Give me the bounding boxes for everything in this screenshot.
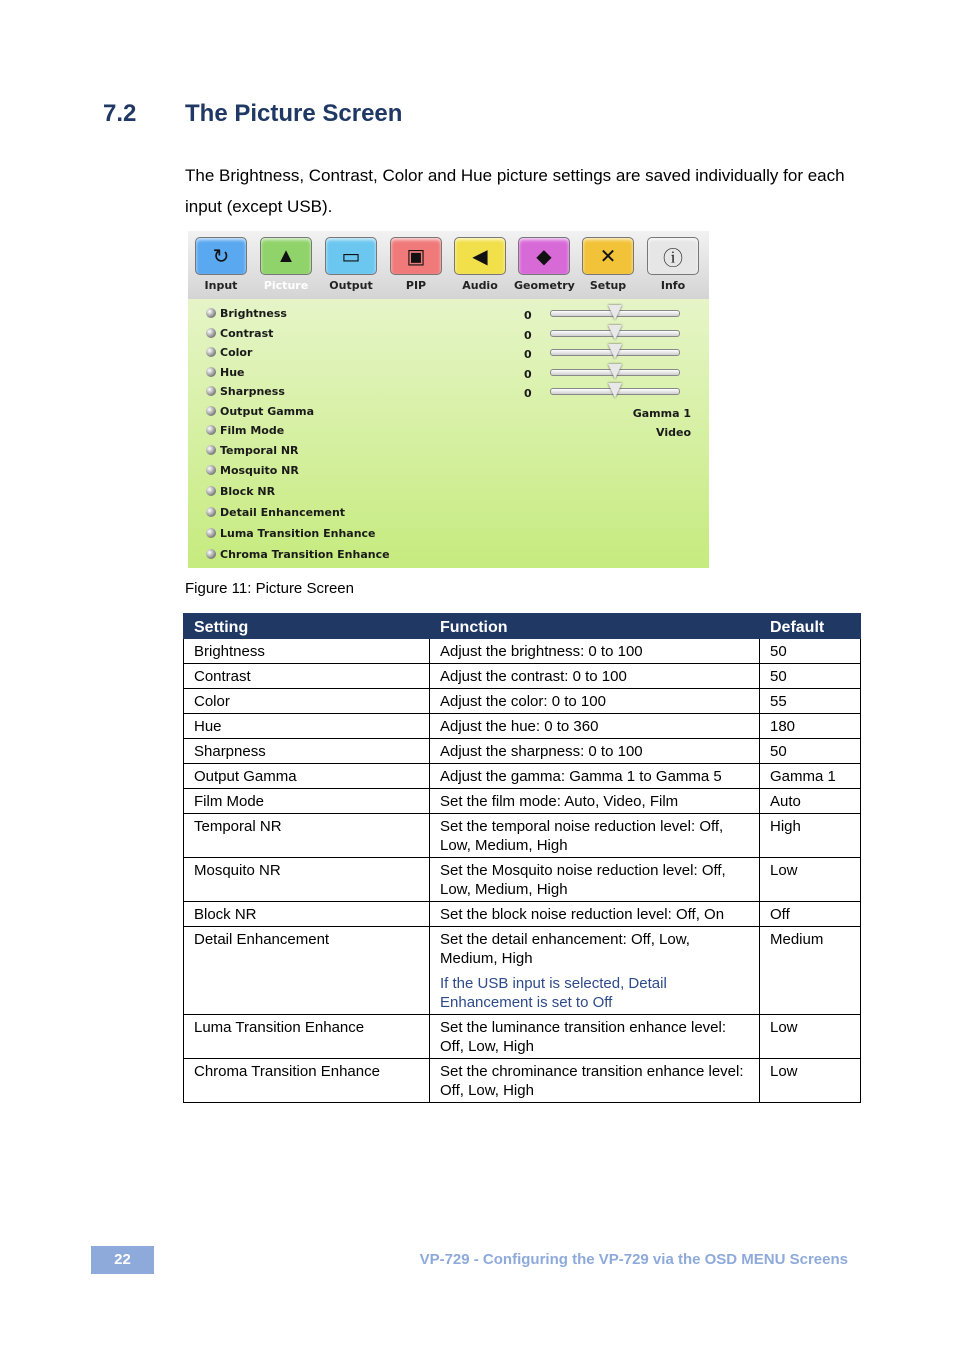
output-icon: ▭ xyxy=(325,237,377,275)
tab-label: Output xyxy=(329,279,373,292)
osd-menu-item[interactable] xyxy=(206,527,376,540)
osd-menu-item[interactable] xyxy=(206,405,314,418)
bullet-icon xyxy=(206,549,216,559)
cell-default xyxy=(760,714,861,739)
cell-text: Set the chrominance transition enhance level: Off, Low, High xyxy=(440,1063,744,1099)
cell-text: Block NR xyxy=(194,906,257,923)
cell-text: Luma Transition Enhance xyxy=(194,1019,365,1036)
cell-setting xyxy=(184,639,430,664)
cell-text: Low xyxy=(770,1063,798,1080)
tab-label: Setup xyxy=(589,279,627,292)
cell-function xyxy=(430,689,760,714)
cell-setting xyxy=(184,714,430,739)
bullet-icon xyxy=(206,486,216,496)
cell-default xyxy=(760,814,861,858)
cell-text: 180 xyxy=(770,718,796,735)
bullet-icon xyxy=(206,507,216,517)
section-number: 7.2 xyxy=(103,100,137,127)
geometry-icon: ◆ xyxy=(518,237,570,275)
cell-setting xyxy=(184,689,430,714)
cell-text: Set the detail enhancement: Off, Low, Medium, High xyxy=(440,931,690,967)
osd-menu-item-label: Mosquito NR xyxy=(220,464,299,477)
osd-slider-value: 0 xyxy=(524,309,532,322)
cell-text: Medium xyxy=(770,931,824,948)
tab-geometry[interactable] xyxy=(514,237,574,292)
cell-setting xyxy=(184,902,430,927)
cell-default xyxy=(760,1059,861,1103)
osd-tab-bar xyxy=(188,231,709,299)
tab-audio[interactable] xyxy=(450,237,510,292)
cell-setting xyxy=(184,664,430,689)
table-row xyxy=(184,639,861,664)
table-row xyxy=(184,858,861,902)
cell-text: Off xyxy=(770,906,790,923)
cell-setting xyxy=(184,927,430,1015)
setup-icon: ✕ xyxy=(582,237,634,275)
table-row xyxy=(184,902,861,927)
tab-picture[interactable] xyxy=(256,237,316,292)
table-row xyxy=(184,789,861,814)
tab-label: Input xyxy=(204,279,238,292)
slider-knob[interactable] xyxy=(608,325,622,340)
osd-menu-item[interactable] xyxy=(206,307,287,320)
osd-menu-item-label: Brightness xyxy=(220,307,287,320)
cell-function xyxy=(430,739,760,764)
cell-default xyxy=(760,689,861,714)
cell-text: 50 xyxy=(770,668,787,685)
table-header-row xyxy=(184,614,861,639)
cell-text: 50 xyxy=(770,643,787,660)
picture-icon: ▲ xyxy=(260,237,312,275)
osd-menu-item[interactable] xyxy=(206,424,284,437)
section-heading xyxy=(103,100,402,128)
tab-label: PIP xyxy=(405,279,427,292)
cell-setting xyxy=(184,814,430,858)
osd-menu-item-label: Film Mode xyxy=(220,424,285,437)
cell-text: Brightness xyxy=(194,643,265,660)
cell-text: Gamma 1 xyxy=(770,768,836,785)
cell-text: Set the temporal noise reduction level: Off, Low, Medium, High xyxy=(440,818,724,854)
cell-text: Chroma Transition Enhance xyxy=(194,1063,380,1080)
cell-default xyxy=(760,927,861,1015)
tab-output[interactable] xyxy=(321,237,381,292)
cell-text: Contrast xyxy=(194,668,251,685)
table-row xyxy=(184,927,861,1015)
header-setting: Setting xyxy=(184,614,430,639)
cell-text: Set the luminance transition enhance level: Off, Low, High xyxy=(440,1019,727,1055)
tab-label: Picture xyxy=(263,279,309,292)
usb-note: If the USB input is selected, Detail Enhancement is set to Off xyxy=(440,975,667,1011)
osd-menu-item-label: Contrast xyxy=(220,327,274,340)
osd-slider-value: 0 xyxy=(524,368,532,381)
header-function: Function xyxy=(430,614,760,639)
slider-knob[interactable] xyxy=(608,364,622,379)
osd-menu-item-label: Sharpness xyxy=(220,385,285,398)
bullet-icon xyxy=(206,367,216,377)
input-icon: ↻ xyxy=(195,237,247,275)
tab-info[interactable] xyxy=(643,237,703,292)
cell-text: Set the Mosquito noise reduction level: Off, Low, Medium, High xyxy=(440,862,726,898)
bullet-icon xyxy=(206,465,216,475)
osd-slider[interactable] xyxy=(550,310,680,317)
osd-menu-item[interactable] xyxy=(206,346,252,359)
osd-slider-value: 0 xyxy=(524,348,532,361)
cell-setting xyxy=(184,858,430,902)
header-default: Default xyxy=(760,614,861,639)
cell-text: Adjust the brightness: 0 to 100 xyxy=(440,643,643,660)
cell-setting xyxy=(184,1015,430,1059)
section-title: The Picture Screen xyxy=(185,100,403,127)
cell-text: Low xyxy=(770,1019,798,1036)
osd-menu-item[interactable] xyxy=(206,548,390,561)
osd-menu-item-label: Block NR xyxy=(220,485,276,498)
tab-input[interactable] xyxy=(191,237,251,292)
slider-knob[interactable] xyxy=(608,383,622,398)
osd-menu-item[interactable] xyxy=(206,327,273,340)
cell-default xyxy=(760,858,861,902)
table-row xyxy=(184,1059,861,1103)
cell-text: Adjust the color: 0 to 100 xyxy=(440,693,606,710)
cell-default xyxy=(760,664,861,689)
cell-default xyxy=(760,639,861,664)
page-number: 22 xyxy=(91,1246,154,1274)
osd-menu-item-label: Chroma Transition Enhance xyxy=(220,548,390,561)
cell-default xyxy=(760,789,861,814)
settings-table xyxy=(183,613,861,1103)
cell-setting xyxy=(184,1059,430,1103)
table-row xyxy=(184,739,861,764)
cell-function xyxy=(430,927,760,1015)
osd-menu-item-label: Luma Transition Enhance xyxy=(220,527,376,540)
cell-default xyxy=(760,739,861,764)
cell-function xyxy=(430,639,760,664)
bullet-icon xyxy=(206,386,216,396)
osd-menu-item-label: Detail Enhancement xyxy=(220,506,346,519)
cell-setting xyxy=(184,764,430,789)
cell-function xyxy=(430,1015,760,1059)
cell-text: Temporal NR xyxy=(194,818,282,835)
cell-text: Set the film mode: Auto, Video, Film xyxy=(440,793,679,810)
cell-setting xyxy=(184,789,430,814)
cell-text: Adjust the gamma: Gamma 1 to Gamma 5 xyxy=(440,768,722,785)
cell-text: 50 xyxy=(770,743,787,760)
cell-text: Sharpness xyxy=(194,743,266,760)
cell-setting xyxy=(184,739,430,764)
info-icon: ⓘ xyxy=(647,237,699,275)
tab-label: Info xyxy=(660,279,686,292)
bullet-icon xyxy=(206,328,216,338)
cell-function xyxy=(430,858,760,902)
osd-menu-item[interactable] xyxy=(206,444,299,457)
cell-text: Set the block noise reduction level: Off, On xyxy=(440,906,725,923)
osd-slider-value: 0 xyxy=(524,329,532,342)
cell-text: Mosquito NR xyxy=(194,862,281,879)
table-row xyxy=(184,689,861,714)
tab-pip[interactable] xyxy=(386,237,446,292)
cell-function xyxy=(430,714,760,739)
slider-knob[interactable] xyxy=(608,344,622,359)
cell-text: High xyxy=(770,818,801,835)
cell-text: Adjust the contrast: 0 to 100 xyxy=(440,668,627,685)
cell-text: Auto xyxy=(770,793,801,810)
table-row xyxy=(184,664,861,689)
bullet-icon xyxy=(206,406,216,416)
cell-text: Color xyxy=(194,693,230,710)
cell-text: Output Gamma xyxy=(194,768,297,785)
intro-paragraph: The Brightness, Contrast, Color and Hue picture settings are saved individually for each input (except USB). xyxy=(185,166,845,216)
osd-menu-item[interactable] xyxy=(206,366,245,379)
cell-text: Hue xyxy=(194,718,222,735)
tab-setup[interactable] xyxy=(578,237,638,292)
bullet-icon xyxy=(206,528,216,538)
cell-default xyxy=(760,902,861,927)
osd-menu-item[interactable] xyxy=(206,485,275,498)
osd-slider[interactable] xyxy=(550,330,680,337)
audio-icon: ◀ xyxy=(454,237,506,275)
bullet-icon xyxy=(206,308,216,318)
cell-text: Film Mode xyxy=(194,793,265,810)
footer-title: VP-729 - Configuring the VP-729 via the OSD MENU Screens xyxy=(419,1251,848,1268)
osd-menu-item-label: Output Gamma xyxy=(220,405,315,418)
slider-knob[interactable] xyxy=(608,305,622,320)
cell-function xyxy=(430,1059,760,1103)
table-row xyxy=(184,764,861,789)
picture-screen-osd xyxy=(188,231,709,568)
osd-slider-value: 0 xyxy=(524,387,532,400)
osd-menu-item[interactable] xyxy=(206,506,345,519)
cell-function xyxy=(430,764,760,789)
osd-slider[interactable] xyxy=(550,388,680,395)
cell-default xyxy=(760,1015,861,1059)
cell-function xyxy=(430,902,760,927)
osd-menu-item-label: Hue xyxy=(220,366,245,379)
pip-icon: ▣ xyxy=(390,237,442,275)
osd-text-value: Video xyxy=(656,426,691,439)
osd-menu-item-label: Color xyxy=(220,346,253,359)
tab-label: Geometry xyxy=(514,279,575,292)
table-row xyxy=(184,714,861,739)
table-row xyxy=(184,814,861,858)
figure-caption: Figure 11: Picture Screen xyxy=(185,580,354,597)
cell-text: 55 xyxy=(770,693,787,710)
table-row xyxy=(184,1015,861,1059)
cell-function xyxy=(430,789,760,814)
bullet-icon xyxy=(206,445,216,455)
cell-text: Adjust the hue: 0 to 360 xyxy=(440,718,599,735)
bullet-icon xyxy=(206,347,216,357)
cell-function xyxy=(430,664,760,689)
osd-text-value: Gamma 1 xyxy=(632,407,691,420)
cell-text: Adjust the sharpness: 0 to 100 xyxy=(440,743,643,760)
osd-slider[interactable] xyxy=(550,369,680,376)
tab-label: Audio xyxy=(462,279,498,292)
cell-function xyxy=(430,814,760,858)
cell-text: Low xyxy=(770,862,798,879)
osd-menu-item-label: Temporal NR xyxy=(220,444,299,457)
osd-menu-item[interactable] xyxy=(206,464,299,477)
cell-text: Detail Enhancement xyxy=(194,931,330,948)
osd-menu-item[interactable] xyxy=(206,385,285,398)
cell-default xyxy=(760,764,861,789)
bullet-icon xyxy=(206,425,216,435)
osd-slider[interactable] xyxy=(550,349,680,356)
